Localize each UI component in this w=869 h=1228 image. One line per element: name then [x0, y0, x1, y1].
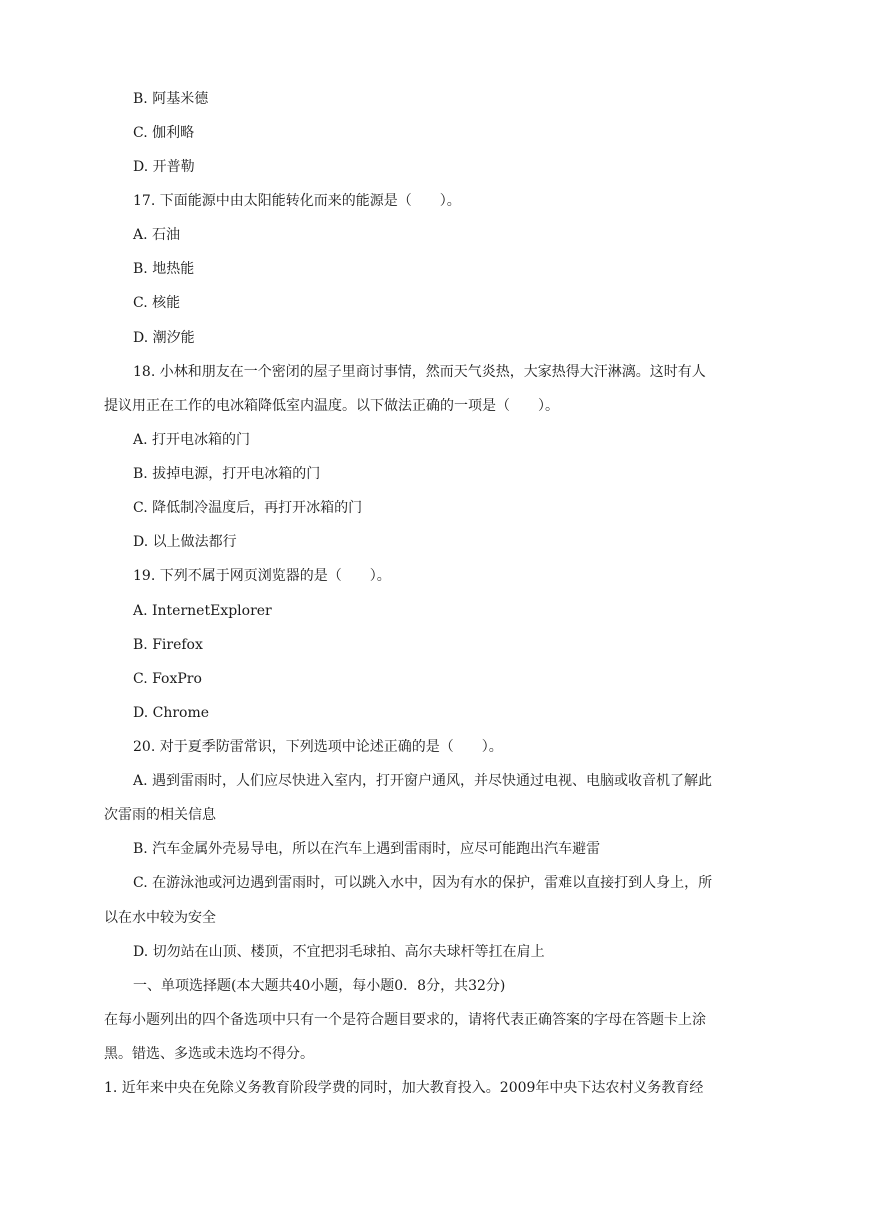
section-heading: 一、单项选择题(本大题共40小题，每小题0．8分，共32分): [133, 978, 506, 994]
option-b-q16: B. 阿基米德: [133, 91, 209, 107]
section-instructions: 在每小题列出的四个备选项中只有一个是符合题目要求的，请将代表正确答案的字母在答题卡上涂: [104, 1012, 706, 1028]
option-d-q19: D. Chrome: [133, 705, 210, 721]
option-c-q20-cont: 以在水中较为安全: [104, 910, 216, 926]
option-d-q16: D. 开普勒: [133, 159, 195, 175]
option-b-q17: B. 地热能: [133, 261, 195, 277]
option-d-q17: D. 潮汐能: [133, 330, 195, 346]
option-b-q19: B. Firefox: [133, 637, 203, 653]
option-b-q18: B. 拔掉电源，打开电冰箱的门: [133, 466, 321, 482]
option-c-q16: C. 伽利略: [133, 125, 195, 141]
option-d-q18: D. 以上做法都行: [133, 534, 237, 550]
option-c-q19: C. FoxPro: [133, 671, 202, 687]
question-18-cont: 提议用正在工作的电冰箱降低室内温度。以下做法正确的一项是（ ）。: [104, 398, 559, 414]
option-c-q20: C. 在游泳池或河边遇到雷雨时，可以跳入水中，因为有水的保护，雷难以直接打到人身上，所: [133, 875, 713, 891]
option-c-q17: C. 核能: [133, 295, 181, 311]
question-18: 18. 小林和朋友在一个密闭的屋子里商讨事情，然而天气炎热，大家热得大汗淋漓。这时有人: [133, 364, 706, 380]
question-17: 17. 下面能源中由太阳能转化而来的能源是（ ）。: [133, 193, 461, 209]
option-b-q20: B. 汽车金属外壳易导电，所以在汽车上遇到雷雨时，应尽可能跑出汽车避雷: [133, 841, 601, 857]
question-19: 19. 下列不属于网页浏览器的是（ ）。: [133, 568, 391, 584]
option-a-q20-cont: 次雷雨的相关信息: [104, 807, 216, 823]
option-d-q20: D. 切勿站在山顶、楼顶，不宜把羽毛球拍、高尔夫球杆等扛在肩上: [133, 944, 545, 960]
option-a-q19: A. InternetExplorer: [133, 603, 272, 619]
option-c-q18: C. 降低制冷温度后，再打开冰箱的门: [133, 500, 363, 516]
question-20: 20. 对于夏季防雷常识，下列选项中论述正确的是（ ）。: [133, 739, 503, 755]
option-a-q17: A. 石油: [133, 227, 181, 243]
question-1: 1. 近年来中央在免除义务教育阶段学费的同时，加大教育投入。2009年中央下达农村义务教育经: [104, 1080, 704, 1096]
section-instructions-cont: 黑。错选、多选或未选均不得分。: [104, 1046, 314, 1062]
option-a-q18: A. 打开电冰箱的门: [133, 432, 251, 448]
option-a-q20: A. 遇到雷雨时，人们应尽快进入室内，打开窗户通风，并尽快通过电视、电脑或收音机了解此: [133, 773, 713, 789]
